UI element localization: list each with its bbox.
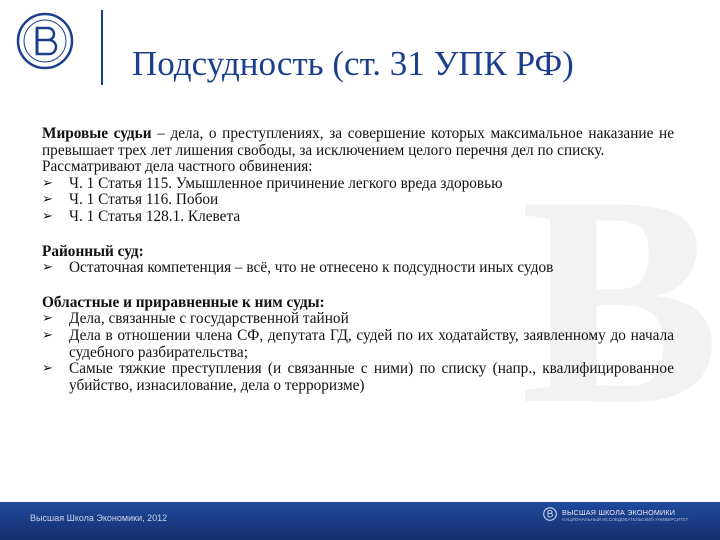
watermark-logo: В xyxy=(520,134,720,466)
footer-bar xyxy=(0,502,720,540)
list-item: ➢ Самые тяжкие преступления (и связанные с ними) по списку (напр., квалифицированное убийство, изнасилование, дела о терроризме) xyxy=(42,360,674,394)
section-district-court xyxy=(42,244,674,261)
private-prosecution-line: Рассматривают дела частного обвинения: xyxy=(42,158,313,176)
arrow-bullet-icon: ➢ xyxy=(42,175,53,191)
section-heading: Областные и приравненные к ним суды: xyxy=(42,293,325,311)
section-magistrates xyxy=(42,126,674,159)
footer-brand-subtitle: НАЦИОНАЛЬНЫЙ ИССЛЕДОВАТЕЛЬСКИЙ УНИВЕРСИТЕТ xyxy=(562,517,689,522)
list-item: ➢ Ч. 1 Статья 128.1. Клевета xyxy=(42,207,241,225)
arrow-bullet-icon: ➢ xyxy=(42,260,53,276)
arrow-bullet-icon: ➢ xyxy=(42,327,53,343)
list-item: ➢ Остаточная компетенция – всё, что не отнесено к подсудности иных судов xyxy=(42,259,554,277)
arrow-bullet-icon: ➢ xyxy=(42,361,53,377)
arrow-bullet-icon: ➢ xyxy=(42,208,53,224)
list-item: ➢ Дела в отношении члена СФ, депутата ГД, судей по их ходатайству, заявленному до начала судебного разбирательства; xyxy=(42,326,674,361)
list-item: ➢ Дела, связанные с государственной тайной xyxy=(42,310,349,328)
title-divider xyxy=(101,10,103,85)
section-heading: Районный суд: xyxy=(42,242,144,260)
arrow-bullet-icon: ➢ xyxy=(42,311,53,327)
footer-brand: ВЫСШАЯ ШКОЛА ЭКОНОМИКИ xyxy=(562,508,676,517)
section-heading: Мировые судьи xyxy=(42,125,152,142)
hse-logo-icon xyxy=(16,12,74,70)
list-item: ➢ Ч. 1 Статья 115. Умышленное причинение легкого вреда здоровью xyxy=(42,174,503,192)
page-title: Подсудность (ст. 31 УПК РФ) xyxy=(132,44,574,83)
list-item: ➢ Ч. 1 Статья 116. Побои xyxy=(42,191,219,209)
slide-content xyxy=(42,126,674,394)
section-regional-courts xyxy=(42,295,674,312)
arrow-bullet-icon: ➢ xyxy=(42,192,53,208)
footer-logo-icon xyxy=(543,507,557,521)
section-text: – дела, о преступлениях, за совершение которых максимальное наказание не превышает трех лет лишения свободы, за исключением целого перечня дел по списку. xyxy=(42,125,674,159)
footer-copyright: Высшая Школа Экономики, 2012 xyxy=(30,513,168,523)
